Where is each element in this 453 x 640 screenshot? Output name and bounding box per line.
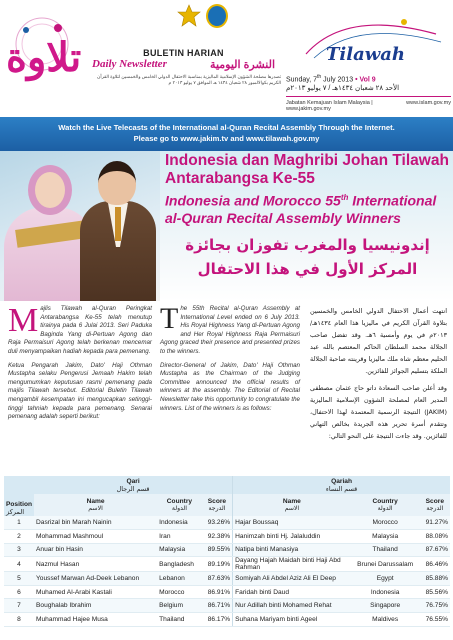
qariah-country-cell: Thailand <box>351 543 420 557</box>
arabic-paragraph-1: انتهت أعمال الاحتفال الدولي الخامس والخمسين بتلاوة القرآن الكريم في ماليزيا هذا العام ١٤٣٤هـ/ ٢٠١٣م في يوم وأمسية ٦هـ. وقد تفضل صاحب الجلالة محمد السلطان الحاكم المعتصم بالله عبد الحليم معظم شاه ملك ماليزيا وقرينته صاحبة الجلالة الملكة بتسليم الجوائز للفائزين. <box>310 307 447 375</box>
qariah-label-arabic: قسم النساء <box>325 484 358 493</box>
position-cell: 6 <box>4 585 34 599</box>
table-row <box>4 613 450 627</box>
table-row <box>4 557 450 572</box>
country-label-arabic: الدولة <box>171 505 187 512</box>
position-cell: 7 <box>4 599 34 613</box>
article-english <box>160 302 300 418</box>
qariah-score-cell: 91.27% <box>420 516 450 530</box>
qariah-name-cell: Hanimzah binti Hj. Jalaluddin <box>233 530 351 544</box>
table-row <box>4 572 450 586</box>
daily-newsletter-label: Daily Newsletter <box>92 58 167 70</box>
female-winner-head <box>28 165 72 215</box>
country-label: Country <box>166 498 193 505</box>
arabic-paragraph-2: وقد أعلن صاحب السعادة داتو حاج عثمان مصطفى المدير العام لمصلحة الشؤون الإسلامية الماليزية (JAKIM) النتيجة الرسمية المعتمدة لهذا الاحتفال، وتتقدم أسرة تحرير هذه الجريدة بخالص التهاني للفائزين. وقد جاءت النتيجة على النحو التالي: <box>310 384 447 440</box>
qari-label: Qari <box>126 477 140 485</box>
article-arabic <box>310 305 447 447</box>
table-row <box>4 599 450 613</box>
position-cell: 5 <box>4 572 34 586</box>
qariah-score-cell: 88.08% <box>420 530 450 544</box>
qari-country-cell: Morocco <box>157 585 202 599</box>
english-paragraph-2: Director-General of Jakim, Dato' Haji Othman Mustapha as the Chairman of the Judging Committee announced the official results of winners at the assembly. The Editorial of Recital Newsletter take this opportunity to congratulate the winners. List of the winners is as follows: <box>160 361 300 412</box>
headline-english <box>165 189 450 227</box>
qari-country-cell: Iran <box>157 530 202 544</box>
winners-table <box>4 476 450 627</box>
qari-label-arabic: قسم الرجال <box>116 484 150 493</box>
qari-score-cell: 86.71% <box>202 599 233 613</box>
islam-gov-link[interactable]: www.islam.gov.my <box>406 100 451 106</box>
headline-english-part2: International al-Quran Recital Assembly Winners <box>165 192 437 226</box>
qariah-score-cell: 76.75% <box>420 599 450 613</box>
bulletin-title: BULETIN HARIAN <box>143 48 224 58</box>
headline-english-sup: th <box>340 193 349 202</box>
issue-volume: • Vol 9 <box>355 76 376 84</box>
qariah-score-cell: 86.46% <box>420 557 450 572</box>
malay-paragraph-2: Ketua Pengarah Jakim, Dato' Haji Othman Mustapha selaku Pengerusi Jemaah Hakim telah mengumumkan keputusan rasmi pemenang pada majlis Tilawah tersebut. Editorial Buletin Tilawah mengambil kesempatan ini mengucapkan setinggi-tinggi tahniah kepada para pemenang. Senarai pemenang adalah seperti berikut: <box>8 361 152 421</box>
english-dropcap: T <box>160 302 179 335</box>
qari-name-cell: Dasrizal bin Marah Nainin <box>34 516 157 530</box>
english-paragraph-1: he 55th Recital al-Quran Assembly at International Level ended on 6 July 2013. His Royal Highness Yang di-Pertuan Agong and Her Royal Highness Raja Permaisuri Agong graced their presence and presented prizes to the winners. <box>160 305 300 355</box>
jakim-link[interactable]: Jabatan Kemajuan Islam Malaysia | www.jakim.gov.my <box>286 100 373 112</box>
name-label: Name <box>86 498 105 505</box>
qari-country-cell: Lebanon <box>157 572 202 586</box>
score-label-arabic: الدرجة <box>426 505 444 512</box>
position-cell: 1 <box>4 516 34 530</box>
position-header-label: Position <box>6 501 33 508</box>
contact-line <box>286 96 451 112</box>
headline-malay: Indonesia dan Maghribi Johan Tilawah Antarabangsa Ke-55 <box>165 152 449 187</box>
qariah-label: Qariah <box>331 477 352 485</box>
qariah-name-cell: Natipa binti Manasiya <box>233 543 351 557</box>
position-header <box>4 476 34 516</box>
qariah-country-cell: Singapore <box>351 599 420 613</box>
issue-date <box>286 74 451 83</box>
issue-date-arabic: الأحد ٢٨ شعبان ١٤٣٤هـ / ٧ يوليو ٢٠١٣م <box>286 85 400 92</box>
qariah-country-cell: Maldives <box>351 613 420 627</box>
qari-name-cell: Muhammad Hajee Musa <box>34 613 157 627</box>
qariah-country-header <box>351 494 420 516</box>
qari-score-cell: 89.55% <box>202 543 233 557</box>
qari-name-header <box>34 494 157 516</box>
issue-day: Sunday, 7 <box>286 76 318 84</box>
winners-photo <box>0 151 160 301</box>
qari-score-cell: 89.19% <box>202 557 233 572</box>
qariah-country-cell: Egypt <box>351 572 420 586</box>
table-row <box>4 543 450 557</box>
qari-name-cell: Nazmul Hasan <box>34 557 157 572</box>
qari-score-cell: 93.26% <box>202 516 233 530</box>
score-label-arabic: الدرجة <box>208 505 226 512</box>
qariah-name-cell: Somiyah Ali Abdel Aziz Ali El Deep <box>233 572 351 586</box>
qari-country-header <box>157 494 202 516</box>
position-cell: 3 <box>4 543 34 557</box>
qari-name-cell: Muhamed Al-Arabi Kastali <box>34 585 157 599</box>
qariah-name-cell: Hajar Boussaq <box>233 516 351 530</box>
malaysia-emblem-icon <box>176 4 202 28</box>
qari-score-cell: 86.17% <box>202 613 233 627</box>
table-row <box>4 516 450 530</box>
malay-paragraph-1: ajlis Tilawah al-Quran Peringkat Antarabangsa Ke-55 telah menutup tirainya pada 6 Julai 2013. Seri Paduka Baginda Yang di-Pertuan Agong dan Raja Permaisuri Agong telah berkenan mencemar duli menyampaikan hadiah kepada para pemenang. <box>8 305 152 355</box>
qari-country-cell: Belgium <box>157 599 202 613</box>
country-label-arabic: الدولة <box>377 505 393 512</box>
qariah-name-header <box>233 494 351 516</box>
qariah-country-cell: Morocco <box>351 516 420 530</box>
qariah-score-cell: 76.55% <box>420 613 450 627</box>
qariah-score-header <box>420 494 450 516</box>
hero-section <box>0 151 453 301</box>
banner-line-1: Watch the Live Telecasts of the International al-Quran Recital Assembly Through the Internet. <box>58 123 395 132</box>
qariah-country-cell: Brunei Darussalam <box>351 557 420 572</box>
qari-name-cell: Youssef Marwan Ad-Deek Lebanon <box>34 572 157 586</box>
logo-arabic-text: تلاوة <box>6 34 82 81</box>
jakim-logo-icon <box>206 4 228 28</box>
qariah-name-cell: Dayang Hajah Maidah binti Haji Abd Rahman <box>233 557 351 572</box>
name-label-arabic: الاسم <box>284 505 300 512</box>
qari-score-cell: 87.63% <box>202 572 233 586</box>
qari-score-cell: 92.38% <box>202 530 233 544</box>
headline-english-part1: Indonesia and Morocco 55 <box>165 192 341 209</box>
qari-country-cell: Indonesia <box>157 516 202 530</box>
position-cell: 8 <box>4 613 34 627</box>
qari-country-cell: Thailand <box>157 613 202 627</box>
bulletin-block <box>86 48 281 86</box>
qari-name-cell: Anuar bin Hasin <box>34 543 157 557</box>
name-label-arabic: الاسم <box>88 505 103 512</box>
qariah-country-cell: Indonesia <box>351 585 420 599</box>
qari-score-cell: 86.91% <box>202 585 233 599</box>
qariah-name-cell: Suhana Mariyam binti Ageel <box>233 613 351 627</box>
name-label: Name <box>282 498 301 505</box>
country-label: Country <box>372 498 398 505</box>
malay-dropcap: M <box>8 302 39 339</box>
table-row <box>4 585 450 599</box>
qari-group-header <box>34 476 233 494</box>
table-row <box>4 530 450 544</box>
masthead <box>0 0 453 125</box>
qari-country-cell: Malaysia <box>157 543 202 557</box>
issue-day-suffix: th <box>317 74 322 80</box>
male-winner-head <box>98 161 136 205</box>
daily-newsletter-arabic: النشرة اليومية <box>210 59 275 71</box>
banner-line-2[interactable]: Please go to www.jakim.tv and www.tilawah.gov.my <box>133 134 320 143</box>
position-cell: 2 <box>4 530 34 544</box>
qariah-score-cell: 85.56% <box>420 585 450 599</box>
bulletin-note-arabic: تصدرها مصلحة الشؤون الإسلامية الماليزية بمناسبة الاحتفال الدولي الخامس والخمسين لتلاوة القرآن الكريم بكوالالمبور ٢٨ شعبان ١٤٣٤ هـ الموافق ٧ يوليو ٢٠١٣ م <box>97 74 281 85</box>
headline-arabic: إندونيسيا والمغرب تفوزان بجائزة المركز الأول في هذا الاحتفال <box>185 236 430 278</box>
tilawah-arabic-logo <box>6 14 82 118</box>
issue-month: July 2013 <box>321 76 354 84</box>
qari-country-cell: Bangladesh <box>157 557 202 572</box>
score-label: Score <box>207 498 227 505</box>
article-malay <box>8 302 152 427</box>
position-cell: 4 <box>4 557 34 572</box>
qariah-score-cell: 87.67% <box>420 543 450 557</box>
tilawah-wordmark: Tilawah <box>326 44 405 65</box>
qari-name-cell: Mohammad Mashmoul <box>34 530 157 544</box>
qari-name-cell: Boughalab Ibrahim <box>34 599 157 613</box>
qariah-name-cell: Faridah binti Daud <box>233 585 351 599</box>
position-header-arabic: المركز <box>6 508 25 516</box>
qari-score-header <box>202 494 233 516</box>
qariah-group-header <box>233 476 450 494</box>
qariah-name-cell: Nur Adillah binti Mohamed Rehat <box>233 599 351 613</box>
qariah-score-cell: 85.88% <box>420 572 450 586</box>
qariah-country-cell: Malaysia <box>351 530 420 544</box>
live-telecast-banner <box>0 117 453 151</box>
score-label: Score <box>425 498 444 505</box>
winners-table-body <box>4 516 450 626</box>
